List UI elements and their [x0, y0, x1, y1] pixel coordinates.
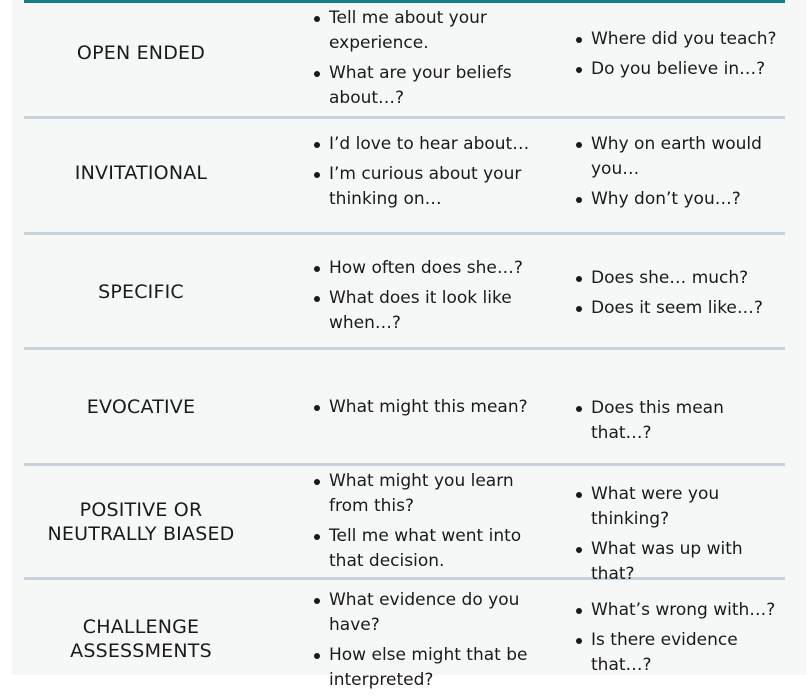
list-item: Do you believe in…? — [574, 57, 786, 82]
list-item: Does she… much? — [574, 266, 786, 291]
table-row-challenge-assessments — [24, 580, 785, 700]
list-item: Why on earth would you… — [574, 132, 786, 182]
list-item: What might this mean? — [312, 395, 532, 420]
row-label — [24, 498, 258, 546]
row-label-line: OPEN ENDED — [76, 42, 206, 64]
contrast-examples-list — [574, 132, 786, 217]
list-item: I’m curious about your thinking on… — [312, 162, 532, 212]
contrast-examples-list — [574, 266, 786, 326]
list-item: How often does she…? — [312, 256, 532, 281]
list-item: Does this mean that…? — [574, 396, 786, 446]
list-item: Tell me about your experience. — [312, 6, 532, 56]
table-row-positive-or-neutrally-biased — [24, 466, 785, 584]
row-label-line: POSITIVE OR — [79, 499, 203, 521]
row-label — [24, 395, 258, 419]
list-item: What was up with that? — [574, 537, 786, 587]
row-label — [24, 41, 258, 65]
row-label — [24, 615, 258, 663]
row-label-line: NEUTRALLY BIASED — [47, 523, 235, 545]
effective-examples-list — [312, 588, 532, 698]
effective-examples-list — [312, 6, 532, 116]
row-label-line: EVOCATIVE — [86, 396, 196, 418]
list-item: What are your beliefs about…? — [312, 61, 532, 111]
row-label-line: ASSESSMENTS — [70, 640, 212, 662]
row-label-line: CHALLENGE — [82, 616, 200, 638]
table-row-open-ended — [24, 3, 785, 119]
list-item: Where did you teach? — [574, 27, 786, 52]
effective-examples-list — [312, 395, 532, 425]
contrast-examples-list — [574, 396, 786, 451]
row-label-line: SPECIFIC — [98, 281, 184, 303]
table-row-specific — [24, 235, 785, 350]
list-item: What evidence do you have? — [312, 588, 532, 638]
list-item: How else might that be interpreted? — [312, 643, 532, 693]
table-row-evocative — [24, 350, 785, 466]
contrast-examples-list — [574, 598, 786, 683]
list-item: What might you learn from this? — [312, 469, 532, 519]
list-item: What does it look like when…? — [312, 286, 532, 336]
question-types-table — [12, 0, 806, 690]
contrast-examples-list — [574, 482, 786, 592]
contrast-examples-list — [574, 27, 786, 87]
list-item: What were you thinking? — [574, 482, 786, 532]
list-item: Tell me what went into that decision. — [312, 524, 532, 574]
effective-examples-list — [312, 469, 532, 579]
row-label — [24, 161, 258, 185]
list-item: Is there evidence that…? — [574, 628, 786, 678]
row-label-line: INVITATIONAL — [74, 162, 208, 184]
list-item: Why don’t you…? — [574, 187, 786, 212]
effective-examples-list — [312, 256, 532, 341]
list-item: Does it seem like…? — [574, 296, 786, 321]
list-item: I’d love to hear about… — [312, 132, 532, 157]
effective-examples-list — [312, 132, 532, 217]
list-item: What’s wrong with…? — [574, 598, 786, 623]
table-row-invitational — [24, 119, 785, 235]
row-label — [24, 280, 258, 304]
